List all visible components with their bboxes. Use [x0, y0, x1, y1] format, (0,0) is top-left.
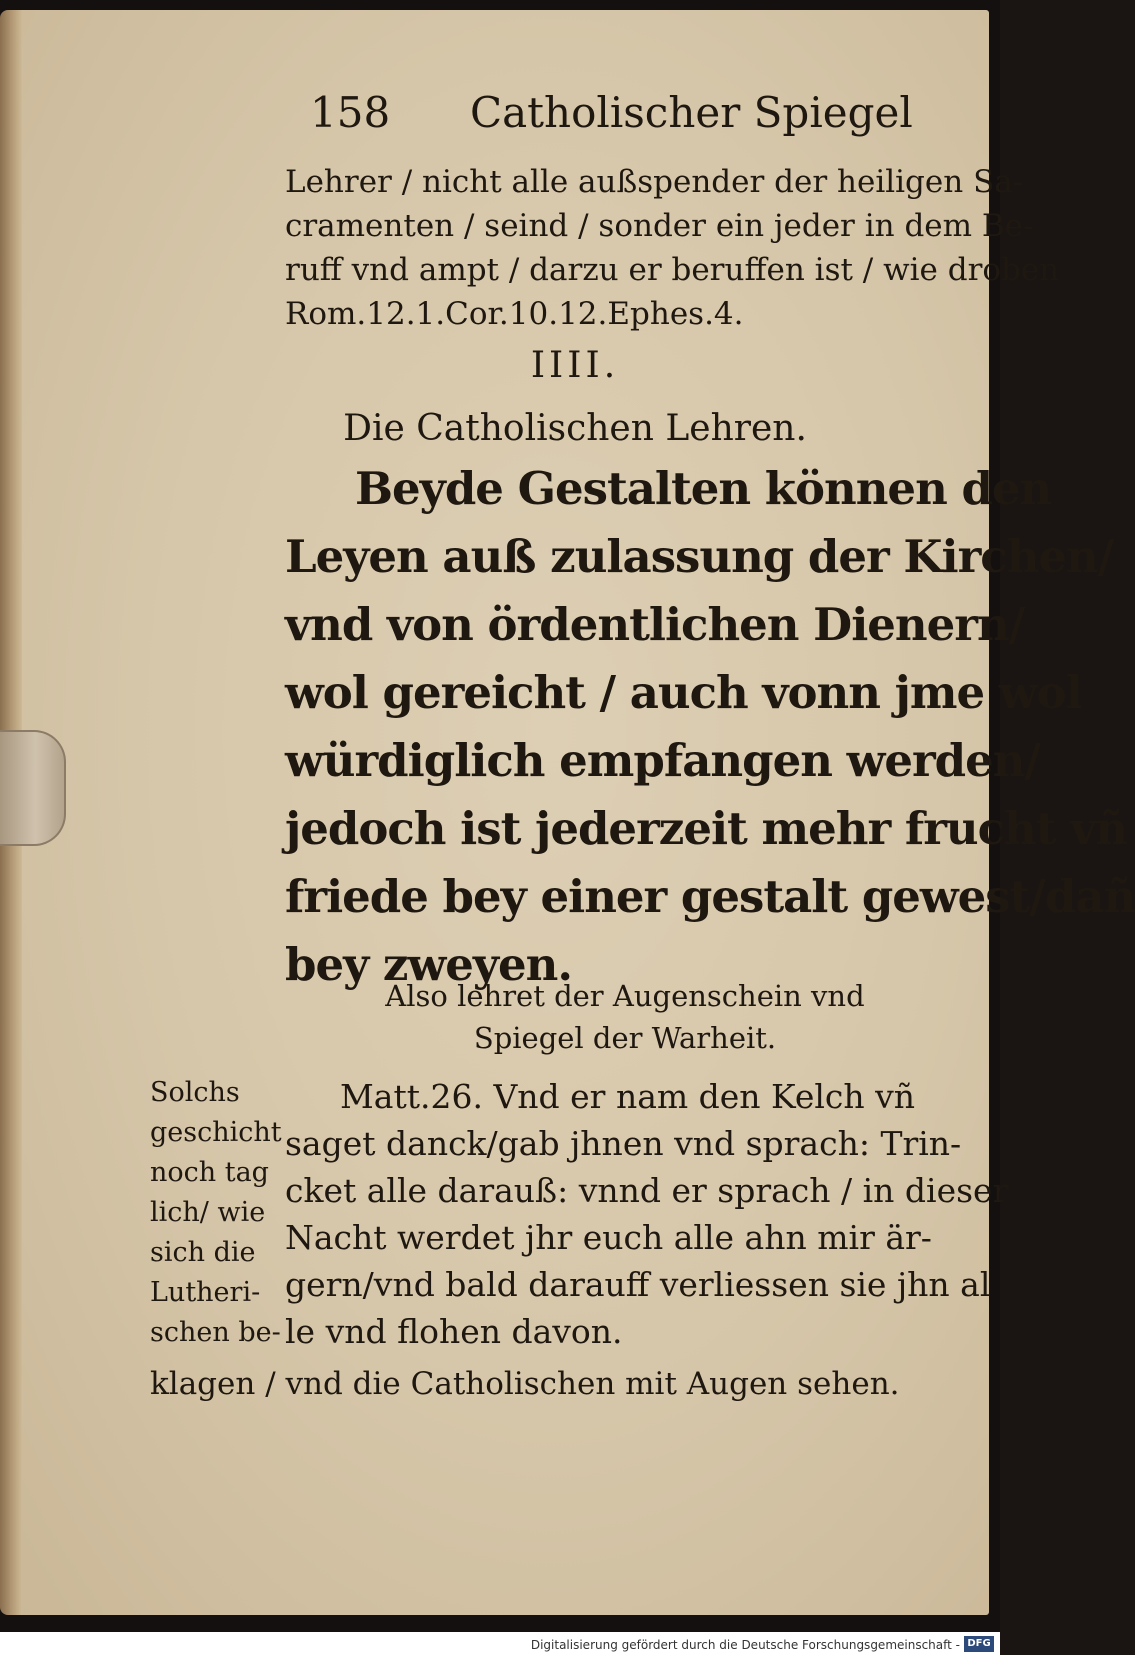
text-line: wol gereicht / auch vonn jme wol	[285, 666, 1082, 719]
text-line: cket alle darauß: vnnd er sprach / in dieser	[285, 1171, 1009, 1210]
running-title: Catholischer Spiegel	[470, 88, 913, 137]
text-line: Lutheri-	[150, 1277, 261, 1308]
running-head	[310, 88, 950, 137]
text-line: würdiglich empfangen werden/	[285, 734, 1040, 787]
text-line: sich die	[150, 1237, 256, 1268]
text-line: geschicht	[150, 1117, 282, 1148]
section-title: Die Catholischen Lehren.	[343, 408, 807, 449]
page-clip	[0, 730, 66, 846]
text-line: friede bey einer gestalt gewest/dañ	[285, 870, 1135, 923]
closing-line: klagen / vnd die Catholischen mit Augen sehen.	[150, 1366, 900, 1402]
text-line: ruff vnd ampt / darzu er beruffen ist / wie droben	[285, 252, 1060, 288]
footer-credit: Digitalisierung gefördert durch die Deutsche Forschungsgemeinschaft -	[530, 1638, 960, 1652]
text-line: lich/ wie	[150, 1197, 266, 1228]
margin-note	[150, 1073, 290, 1353]
text-line: Rom.12.1.Cor.10.12.Ephes.4.	[285, 296, 744, 332]
text-line: bey zweyen.	[285, 938, 572, 991]
dfg-logo-icon: DFG	[964, 1636, 994, 1652]
page-number: 158	[310, 88, 391, 137]
text-line: Also lehret der Augenschein vnd	[385, 979, 865, 1013]
text-line: schen be-	[150, 1317, 281, 1348]
text-line: Spiegel der Warheit.	[473, 1021, 777, 1055]
text-line: Lehrer / nicht alle außspender der heiligen Sa-	[285, 164, 1024, 200]
text-line: le vnd flohen davon.	[285, 1312, 623, 1351]
mirror-caption	[285, 975, 965, 1059]
scripture-paragraph	[285, 1073, 1009, 1355]
text-line: gern/vnd bald darauff verliessen sie jhn al	[285, 1265, 991, 1304]
text-line: jedoch ist jederzeit mehr frucht vñ	[285, 802, 1128, 855]
text-line: Beyde Gestalten können den	[355, 462, 1052, 515]
text-line: Leyen auß zulassung der Kirchen/	[285, 530, 1114, 583]
text-line: Nacht werdet jhr euch alle ahn mir är-	[285, 1218, 932, 1257]
text-line: Matt.26. Vnd er nam den Kelch vñ	[340, 1077, 916, 1116]
text-line: noch tag	[150, 1157, 269, 1188]
thesis-paragraph	[285, 455, 1135, 999]
text-line: cramenten / seind / sonder ein jeder in dem Be-	[285, 208, 1034, 244]
intro-paragraph	[285, 160, 1060, 336]
text-line: Solchs	[150, 1077, 240, 1108]
section-number: IIII.	[530, 345, 620, 386]
digitization-footer	[0, 1632, 1000, 1655]
text-line: vnd von ördentlichen Dienern/	[285, 598, 1025, 651]
text-line: saget danck/gab jhnen vnd sprach: Trin-	[285, 1124, 962, 1163]
